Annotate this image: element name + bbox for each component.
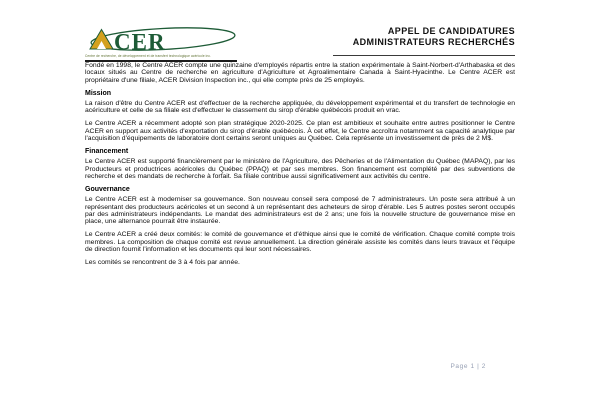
acer-logo — [85, 26, 237, 62]
gouvernance-paragraph-1: Le Centre ACER est à moderniser sa gouvernance. Son nouveau conseil sera composé de 7 administrateurs. Un poste sera attribué à un représentant des producteurs acéricoles et un second à un représentant des acheteurs de sirop d'érable. Les 5 autres postes seront occupés par des administrateurs indépendants. Le mandat des administrateurs est de 2 ans; une fois la nouvelle structure de gouvernance mise en place, une alternance pourrait être instaurée. — [85, 196, 515, 226]
gouvernance-paragraph-2: Le Centre ACER a créé deux comités: le comité de gouvernance et d'éthique ainsi que le comité de vérification. Chaque comité compte trois membres. La composition de chaque comité est revue annuellement. La direction générale assiste les comités dans leurs travaux et l'équipe de direction fournit l'information et les documents qui leur sont nécessaires. — [85, 231, 515, 254]
title-underline-rule — [333, 55, 515, 56]
document-header — [85, 26, 515, 62]
section-heading-financement: Financement — [85, 148, 129, 156]
financement-paragraph: Le Centre ACER est supporté financièrement par le ministère de l'Agriculture, des Pêcheries et de l'Alimentation du Québec (MAPAQ), par les Producteurs et productrices acéricoles du Québec (PPAQ) et par ses membres. Son financement est complété par des subventions de recherche et des mandats de recherche à forfait. Sa filiale contribue aussi significativement aux activités du centre. — [85, 158, 515, 180]
logo-brand-text: CER — [114, 29, 166, 53]
section-heading-gouvernance: Gouvernance — [85, 186, 130, 194]
section-heading-mission: Mission — [85, 89, 112, 97]
page-number: Page 1 | 2 — [450, 363, 486, 370]
title-line-2: ADMINISTRATEURS RECHERCHÉS — [352, 37, 515, 47]
document-body — [85, 62, 515, 273]
logo-tagline: Centre de recherche, de développement et de transfert technologique acéricole inc. — [85, 54, 212, 58]
title-line-1: APPEL DE CANDIDATURES — [387, 26, 515, 36]
intro-paragraph: Fondé en 1998, le Centre ACER compte une quinzaine d'employés répartis entre la station expérimentale à Saint-Norbert-d'Arthabaska et des locaux situés au Centre de recherche en agriculture d'Agriculture et Agroalimentaire Canada à Saint-Hyacinthe. Le Centre ACER est propriétaire d'une filiale, ACER Division Inspection inc., qui elle compte près de 25 employés. — [85, 62, 515, 84]
mission-paragraph-2: Le Centre ACER a récemment adopté son plan stratégique 2020-2025. Ce plan est ambitieux et souhaite entre autres positionner le Centre ACER en support aux activités d'exportation du sirop d'érable québécois. À cet effet, le Centre accroîtra notamment sa capacité analytique par l'acquisition d'équipements de laboratoire dont certains seront uniques au Québec. Cela représente un investissement de près de 2 M$. — [85, 120, 515, 143]
gouvernance-paragraph-3: Les comités se rencontrent de 3 à 4 fois par année. — [85, 259, 240, 267]
mission-paragraph-1: La raison d'être du Centre ACER est d'effectuer de la recherche appliquée, du développement expérimental et du transfert de technologie en acériculture et celle de sa filiale est d'effectuer le classement du sirop d'érable québécois produit en vrac. — [85, 99, 515, 115]
document-title — [325, 26, 515, 56]
acer-logo-icon — [85, 26, 237, 53]
